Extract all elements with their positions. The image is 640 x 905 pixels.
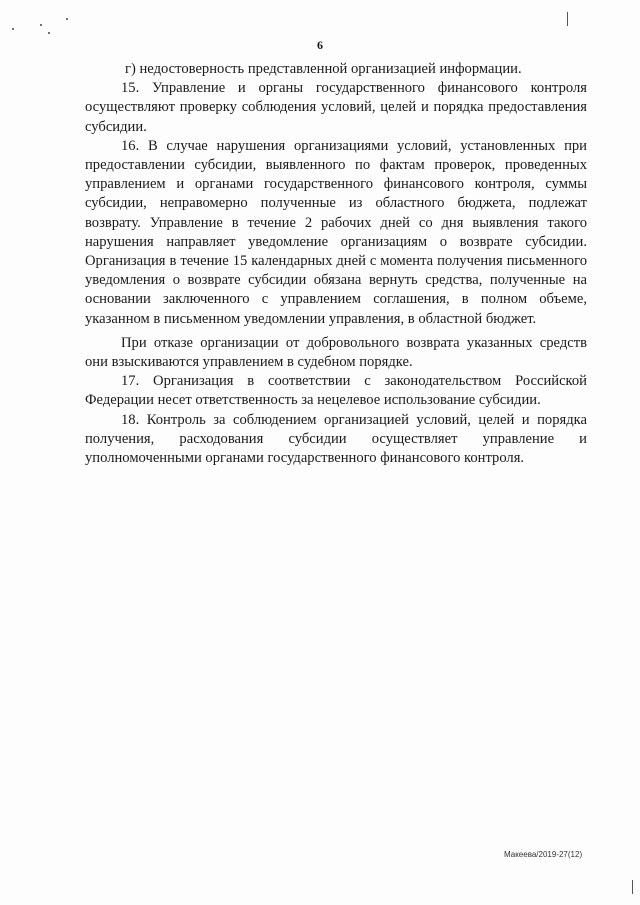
paragraph-16: 16. В случае нарушения организациями условий, установленных при предоставлении субсидии, выявленного по фактам проверок, проведенных управлением и органами государственного финансового контроля, суммы субсидии, неправомерно полученные из областного бюджета, подлежат возврату. Управление в течение 2 рабочих дней со дня выявления такого нарушения направляет уведомление организациям о возврате субсидии. Организация в течение 15 календарных дней с момента получения письменного уведомления о возврате субсидии обязана вернуть средства, полученные на основании заключенного с управлением соглашения, в полном объеме, указанном в письменном уведомлении управления, в областной бюджет. [85, 137, 587, 327]
paragraph-refusal: При отказе организации от добровольного возврата указанных средств они взыскиваются управлением в судебном порядке. [85, 334, 587, 371]
paragraph-18: 18. Контроль за соблюдением организацией условий, целей и порядка получения, расходования субсидии осуществляет управление и уполномоченными органами государственного финансового контроля. [85, 411, 587, 467]
page-number: 6 [317, 38, 323, 52]
scan-artifact [48, 32, 50, 34]
document-code: Макеева/2019-27(12) [504, 850, 583, 859]
scan-artifact [12, 28, 14, 30]
document-body [85, 60, 587, 468]
paragraph-17: 17. Организация в соответствии с законодательством Российской Федерации несет ответственность за нецелевое использование субсидии. [85, 373, 587, 409]
paragraph-15: 15. Управление и органы государственного финансового контроля осуществляют проверку соблюдения условий, целей и порядка предоставления субсидии. [85, 80, 587, 135]
scan-artifact [66, 18, 68, 20]
scan-artifact [40, 24, 42, 26]
scan-artifact [567, 12, 568, 26]
paragraph-item-g: г) недостоверность представленной организацией информации. [125, 61, 522, 77]
scan-artifact [632, 880, 633, 894]
